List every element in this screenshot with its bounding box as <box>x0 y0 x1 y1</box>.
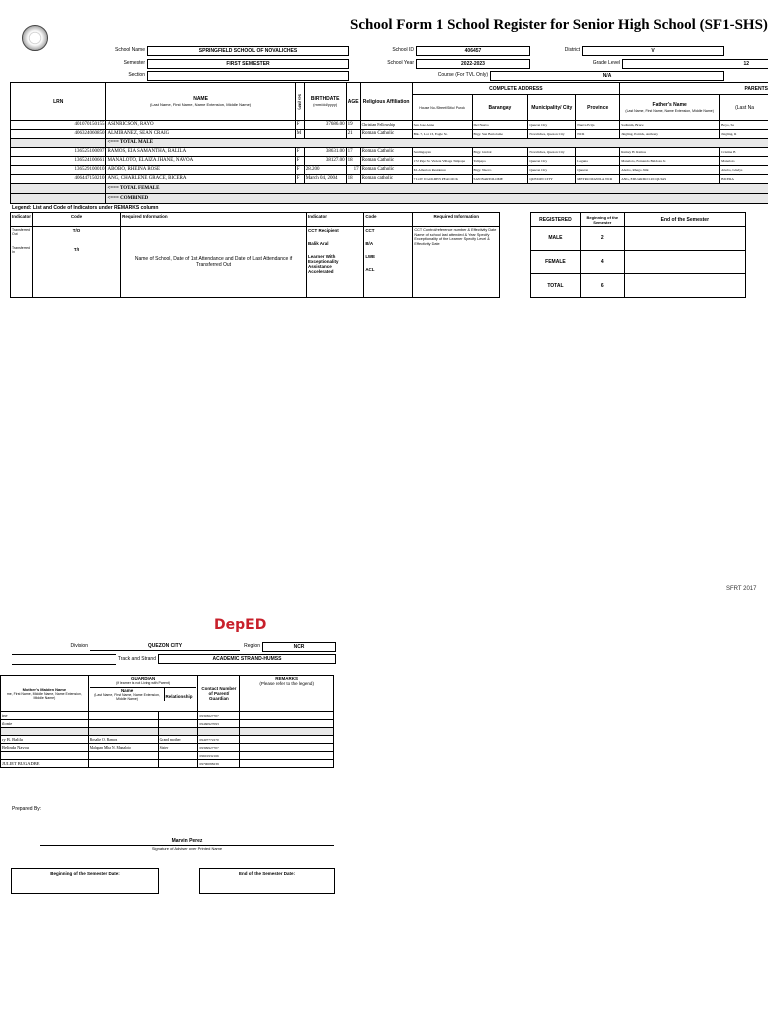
cell-mother <box>1 752 89 760</box>
col-remarks-title: REMARKS <box>275 676 299 681</box>
region-field: NCR <box>262 642 336 652</box>
cell-gname <box>88 728 158 736</box>
summary-table <box>530 212 746 298</box>
cell-name: ANG, CHARLENE GRACE, BICERA <box>106 175 295 184</box>
col-name-title: NAME <box>193 95 208 102</box>
legend-indicators2 <box>306 227 363 298</box>
cell-sex: F <box>295 157 304 166</box>
col-remarks-sub: (Please refer to the legend) <box>259 681 314 686</box>
cell-city: Quezon City <box>528 157 576 166</box>
footer-code: SFRT 2017 <box>726 586 757 592</box>
col-remarks <box>240 676 334 712</box>
district-label: District <box>564 47 580 53</box>
summary-female-value: 4 <box>580 250 624 274</box>
summary-total-value: 6 <box>580 274 624 298</box>
cell-remarks <box>240 720 334 728</box>
legend-ind-to: Transferred Out <box>12 228 30 236</box>
legend-col-indicator2: Indicator <box>306 213 363 227</box>
cell-lrn: 401070150155 <box>11 121 106 130</box>
col-gname <box>90 688 166 701</box>
summary-col-beginning: Beginning of the Semester <box>580 213 624 227</box>
table-row <box>11 175 768 184</box>
bos-date-box <box>11 868 159 894</box>
cell-remarks <box>240 752 334 760</box>
cell-remarks <box>240 760 334 768</box>
cell-city: Quezon City <box>528 121 576 130</box>
cell-birth <box>304 130 346 139</box>
legend-table <box>10 212 500 298</box>
cell-barangay: Talipapa <box>472 157 528 166</box>
cell-sex: M <box>295 130 304 139</box>
cell-religion: Roman Catholic <box>360 148 412 157</box>
cell-lrn: 136524100661 <box>11 157 106 166</box>
total-female-label: <=== TOTAL FEMALE <box>106 184 768 194</box>
col-city: Municipality/ City <box>528 95 576 121</box>
cell-mother: Belinda Navoa <box>1 744 89 752</box>
col-birthdate <box>304 83 346 121</box>
cell-province: Laguna <box>576 157 620 166</box>
cell-age: 19 <box>346 121 360 130</box>
table-row <box>11 121 768 130</box>
col-parents: PARENTS <box>620 83 768 95</box>
col-birth-sub: (mm/dd/yyyy) <box>313 101 338 107</box>
cell-barangay: SAN BARTOLOME <box>472 175 528 184</box>
cell-lrn: 136529100010 <box>11 166 106 175</box>
col-province: Province <box>576 95 620 121</box>
section-label: Section <box>128 72 145 78</box>
cell-name: MANALOTO, ELAIZA JHANE, NAVOA <box>106 157 295 166</box>
cell-contact: 09399927707 <box>198 744 240 752</box>
summary-female-end <box>624 250 745 274</box>
total-male-row <box>11 139 768 148</box>
cell-contact <box>198 728 240 736</box>
guardian-table <box>0 675 334 768</box>
cell-rel <box>158 712 198 720</box>
summary-female-label: FEMALE <box>531 250 581 274</box>
cell-barangay: Brgy. San Bartolome <box>472 130 528 139</box>
col-mother-title: Mother's Maiden Name <box>22 687 67 692</box>
col-sex: Sex (M/F) <box>295 83 304 121</box>
cell-lrn: 406447150210 <box>11 175 106 184</box>
combined-row <box>11 194 768 204</box>
table-row <box>1 752 334 760</box>
section-field <box>147 71 349 81</box>
col-last: (Last Na <box>720 95 768 121</box>
school-id-field: 406457 <box>416 46 530 56</box>
cell-province: Nueva Ecija <box>576 121 620 130</box>
legend-info-lwe: Specify Exceptionality of the Learner <box>414 232 490 241</box>
page-title: School Form 1 School Register for Senior High School (SF1-SHS) <box>350 17 768 33</box>
eos-date-label: End of the Semester Date: <box>238 871 295 876</box>
deped-logo-text: DepED <box>214 617 267 633</box>
cell-father: Manaloto, Fernando Baldoza Jr. <box>620 157 720 166</box>
summary-total-label: TOTAL <box>531 274 581 298</box>
cell-gname <box>88 720 158 728</box>
school-year-label: School Year <box>387 60 414 66</box>
school-name-label: School Name <box>114 47 145 53</box>
school-name-field: SPRINGFIELD SCHOOL OF NOVALICHES <box>147 46 349 56</box>
cell-rel <box>158 728 198 736</box>
combined-label: <=== COMBINED <box>106 194 768 204</box>
cell-age: 18 <box>346 157 360 166</box>
cell-birth: 38127.00 <box>304 157 346 166</box>
cell-contact: 09601932166 <box>198 752 240 760</box>
cell-birth: 37686.00 <box>304 121 346 130</box>
col-house: House No./Street/Sitio/ Purok <box>412 95 472 121</box>
legend-ind-lwe: Learner With Exceptionality Assistance <box>307 254 339 269</box>
cell-rel <box>158 752 198 760</box>
course-label: Course (For TVL Only) <box>437 72 488 78</box>
cell-age: 17 <box>346 148 360 157</box>
legend-info-cct: CCT Control/reference number & Effectivity Date <box>414 228 497 232</box>
col-age: AGE <box>346 83 360 121</box>
cell-religion: Christian Fellowship <box>360 121 412 130</box>
table-row <box>1 712 334 720</box>
cell-religion: Roman Catholic <box>360 166 412 175</box>
table-row <box>1 736 334 744</box>
legend-codes2 <box>364 227 413 298</box>
cell-city: Novaliches, Quezon City <box>528 130 576 139</box>
cell-last: Boyo, Sa <box>720 121 768 130</box>
cell-contact: 09790088239 <box>198 760 240 768</box>
legend-ind-ba: Balik Aral <box>307 241 329 246</box>
cell-gname <box>88 712 158 720</box>
cell-father: ANG, EDUARDO LUCQUIAS <box>620 175 720 184</box>
division-field: QUEZON CITY <box>90 642 240 651</box>
cell-house: San Jose Anna <box>412 121 472 130</box>
legend-ind-ti: Transferred In <box>12 246 30 254</box>
cell-father: Abobo, Rhego Jimi <box>620 166 720 175</box>
cell-sex: F <box>295 121 304 130</box>
track-field: ACADEMIC STRAND-HUMSS <box>158 654 336 664</box>
legend-info-ba: Name of school last attended & Year <box>414 232 476 237</box>
cell-name: ASINRICSON, RAYO <box>106 121 295 130</box>
table-row <box>1 728 334 736</box>
cell-barangay: Brgy. Nuevo <box>472 166 528 175</box>
col-mother <box>1 676 89 712</box>
cell-province: Quezon <box>576 166 620 175</box>
legend-code-lwe: LWE <box>365 254 376 259</box>
col-father-title: Father's Name <box>652 101 687 108</box>
table-row <box>11 130 768 139</box>
cell-age: 17 <box>346 166 360 175</box>
table-row <box>11 148 768 157</box>
cell-father: Ramey H. Ramos <box>620 148 720 157</box>
summary-male-value: 2 <box>580 227 624 251</box>
cell-mother <box>1 728 89 736</box>
cell-gname: Malapan Mha N. Manaloto <box>88 744 158 752</box>
prepared-by-label: Prepared By: <box>12 806 42 812</box>
col-contact: Contact Number of Parent/ Guardian <box>198 676 240 712</box>
cell-remarks <box>240 736 334 744</box>
cell-house: Blk. 7, Lot 13, Eagle St. <box>412 130 472 139</box>
col-religion: Religious Affiliation <box>360 83 412 121</box>
col-gname-sub: (Last Name, First Name, Name Extension, Middle Name) <box>94 693 160 701</box>
cell-province: METRO MANILA NCR <box>576 175 620 184</box>
grade-level-value: 12 <box>743 61 749 67</box>
cell-religion: Roman Catholic <box>360 130 412 139</box>
cell-house: 7 LOT 9 GOLDEN PEACOCK <box>412 175 472 184</box>
cell-name: ABOBO, RHEINA ROSE <box>106 166 295 175</box>
summary-col-registered: REGISTERED <box>531 213 581 227</box>
legend-code-to: T/O <box>72 228 81 233</box>
legend-code-ba: B/A <box>365 241 374 246</box>
track-label: Track and Strand <box>117 656 156 662</box>
total-female-row <box>11 184 768 194</box>
legend-code-cct: CCT <box>365 228 375 233</box>
col-guardian-sub: (if learner is not Living with Parent) <box>116 681 171 685</box>
col-father <box>620 95 720 121</box>
cell-house: Sanlingayan <box>412 148 472 157</box>
legend-code-acl: ACL <box>365 267 375 272</box>
course-field: N/A <box>490 71 724 81</box>
col-guardian <box>88 676 198 712</box>
col-gname-title: Name <box>120 688 134 693</box>
legend-title: Legend: List and Code of Indicators under REMARKS column <box>12 205 159 211</box>
col-father-sub: (Last Name, First Name, Name Extension, Middle Name) <box>625 108 714 113</box>
cell-name: RAMOS, EIA SAMANTHA, BALILA <box>106 148 295 157</box>
summary-total-end <box>624 274 745 298</box>
col-guardian-title: GUARDIAN <box>130 676 156 681</box>
deped-seal-icon <box>22 25 48 51</box>
cell-birth: 28.200 <box>304 166 346 175</box>
total-male-label: <=== TOTAL MALE <box>106 139 768 148</box>
table-row <box>1 720 334 728</box>
bos-date-label: Beginning of the Semester Date: <box>50 871 120 876</box>
summary-male-label: MALE <box>531 227 581 251</box>
col-name-sub: (Last Name, First Name, Name Extension, Middle Name) <box>150 101 252 107</box>
adviser-caption: Signature of Adviser over Printed Name <box>40 845 334 851</box>
legend-info-acl: Specify Level & Effectivity Date <box>414 237 490 246</box>
eos-date-box <box>199 868 335 894</box>
cell-remarks <box>240 728 334 736</box>
cell-gname <box>88 760 158 768</box>
cell-house: M. Alberton Residence <box>412 166 472 175</box>
cell-mother: ry B. Balila <box>1 736 89 744</box>
legend-ind-acl: Accelerated <box>307 269 334 274</box>
legend-required-text: Name of School, Date of 1st Attendance and Date of Last Attendance if Transferred Out <box>121 227 307 298</box>
table-row <box>11 166 768 175</box>
region-label: Region <box>244 643 260 649</box>
cell-sex: F <box>295 175 304 184</box>
cell-contact: 09497772270 <box>198 736 240 744</box>
summary-male-end <box>624 227 745 251</box>
cell-age: 21 <box>346 130 360 139</box>
register-table <box>10 82 768 204</box>
grade-level-field <box>622 59 768 69</box>
cell-barangay: Brgy. Global <box>472 148 528 157</box>
cell-sex: F <box>295 148 304 157</box>
cell-age: 18 <box>346 175 360 184</box>
semester-field: FIRST SEMESTER <box>147 59 349 69</box>
cell-rel <box>158 760 198 768</box>
legend-ind-cct: CCT Recipient <box>307 228 339 233</box>
cell-house: 172 Paje St. Violeta Village Talipapa <box>412 157 472 166</box>
cell-city: Quezon City <box>528 166 576 175</box>
legend-codes <box>33 227 121 298</box>
cell-last: BICERA <box>720 175 768 184</box>
cell-remarks <box>240 744 334 752</box>
cell-city: QUEZON CITY <box>528 175 576 184</box>
cell-gname: Rosalie O. Ramos <box>88 736 158 744</box>
cell-religion: Roman catholic <box>360 175 412 184</box>
cell-lrn: 406324060850 <box>11 130 106 139</box>
cell-mother: JULIET BUGADBE <box>1 760 89 768</box>
legend-col-required: Required Information <box>121 213 307 227</box>
col-address: COMPLETE ADDRESS <box>412 83 620 95</box>
cell-sex: F <box>295 166 304 175</box>
cell-city: Novaliches, Quezon City <box>528 148 576 157</box>
cell-birth: March 04, 2004 <box>304 175 346 184</box>
cell-rel: Sister <box>158 744 198 752</box>
cell-mother: ine <box>1 712 89 720</box>
cell-lrn: 136525100097 <box>11 148 106 157</box>
cell-father: Sadlanm, Bruce <box>620 121 720 130</box>
district-field: V <box>582 46 724 56</box>
cell-contact: 09460927093 <box>198 720 240 728</box>
table-row <box>1 744 334 752</box>
cell-rel <box>158 720 198 728</box>
cell-mother: ilonie <box>1 720 89 728</box>
col-name <box>106 83 295 121</box>
legend-col-code: Code <box>33 213 121 227</box>
col-relationship: Relationship <box>165 694 193 699</box>
division-label: Division <box>70 643 88 649</box>
cell-last: Cristina B <box>720 148 768 157</box>
cell-religion: Roman Catholic <box>360 157 412 166</box>
cell-father: Jingling, Patrick, Anthony <box>620 130 720 139</box>
cell-contact: 09393627707 <box>198 712 240 720</box>
cell-last: Manaloto <box>720 157 768 166</box>
cell-gname <box>88 752 158 760</box>
cell-birth: 38631.00 <box>304 148 346 157</box>
legend-col-code2: Code <box>364 213 413 227</box>
cell-province: NCR <box>576 130 620 139</box>
legend-col-required2: Required Information <box>413 213 500 227</box>
school-year-field: 2022-2023 <box>416 59 530 69</box>
col-birth-title: BIRTHDATE <box>310 95 340 102</box>
cell-last: Jingling, R <box>720 130 768 139</box>
col-mother-sub: me, First Name, Middle Name, Name Extension, Middle Name) <box>6 692 82 700</box>
cell-rel: Grand mother <box>158 736 198 744</box>
cell-province <box>576 148 620 157</box>
cell-barangay: Del Nuevo <box>472 121 528 130</box>
col-lrn: LRN <box>11 83 106 121</box>
table-row <box>11 157 768 166</box>
table-row <box>1 760 334 768</box>
cell-name: ALMIRANEZ, SEAN CRAIG <box>106 130 295 139</box>
cell-remarks <box>240 712 334 720</box>
summary-col-end: End of the Semester <box>624 213 745 227</box>
grade-level-label: Grade Level <box>592 60 620 66</box>
school-id-label: School ID <box>392 47 414 53</box>
col-barangay: Barangay <box>472 95 528 121</box>
adviser-name: Marvin Perez <box>171 838 203 844</box>
legend-indicators <box>11 227 33 298</box>
cell-last: Abobo, Gladys <box>720 166 768 175</box>
legend-col-indicator: Indicator <box>11 213 33 227</box>
semester-label: Semester <box>123 60 145 66</box>
deped-logo <box>214 617 266 633</box>
legend-code-ti: T/I <box>73 247 80 252</box>
legend-info <box>413 227 500 298</box>
